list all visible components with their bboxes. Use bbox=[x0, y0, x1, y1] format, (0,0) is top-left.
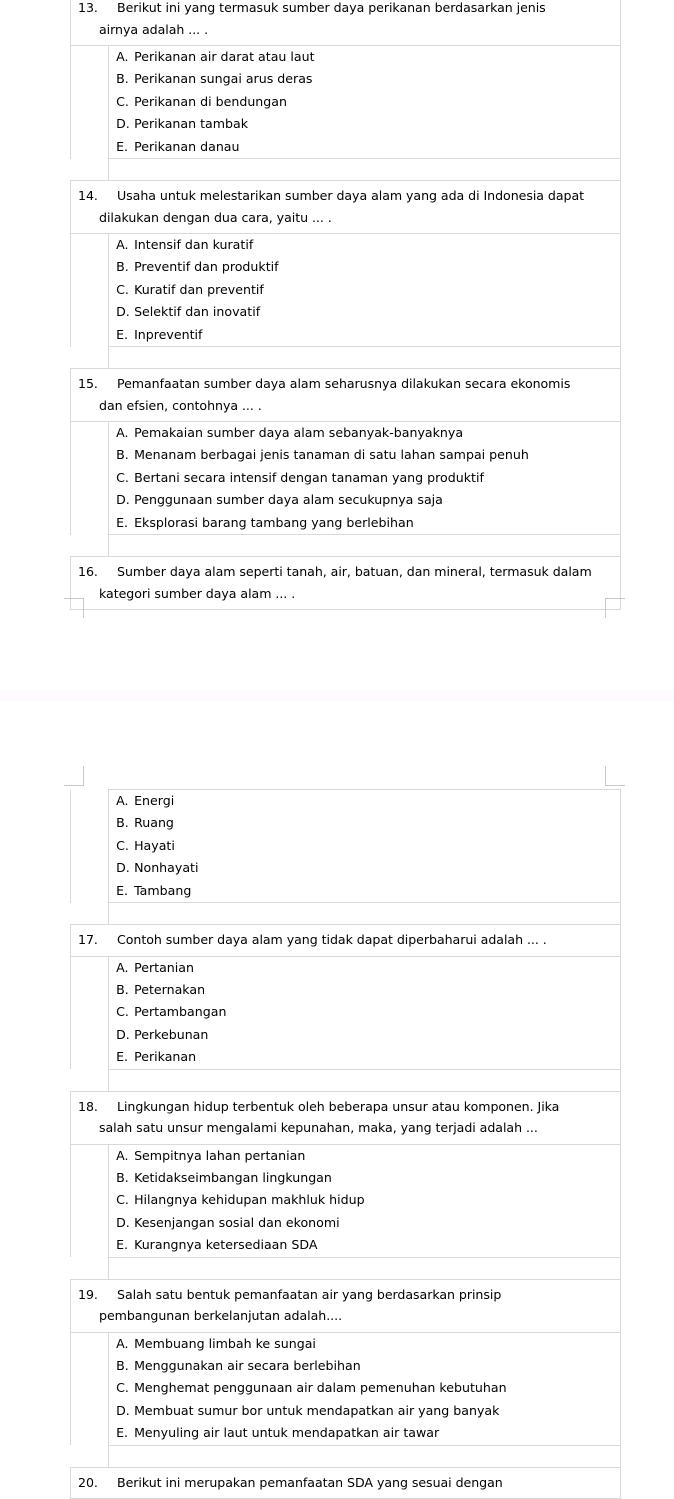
option-indent bbox=[71, 1001, 109, 1023]
option-cell[interactable] bbox=[109, 512, 621, 535]
option-letter: A. bbox=[116, 1335, 129, 1351]
option-letter: E. bbox=[116, 138, 129, 154]
option-text: Bertani secara intensif dengan tanaman yang produktif bbox=[134, 469, 484, 485]
option-text: Penggunaan sumber daya alam secukupnya saja bbox=[134, 492, 443, 508]
question-cell bbox=[71, 1091, 621, 1144]
option-row[interactable] bbox=[71, 1024, 621, 1046]
question-separator-row bbox=[71, 1069, 621, 1091]
option-row[interactable] bbox=[71, 324, 621, 347]
option-text: Inpreventif bbox=[134, 326, 203, 342]
option-text: Membuat sumur bor untuk mendapatkan air yang banyak bbox=[134, 1402, 500, 1418]
question-separator-row bbox=[71, 1257, 621, 1279]
page-two-sheet bbox=[0, 701, 674, 1490]
question-number: 13. bbox=[78, 0, 98, 15]
option-cell[interactable] bbox=[109, 835, 621, 857]
option-indent bbox=[71, 1212, 109, 1234]
option-letter: B. bbox=[116, 447, 129, 463]
option-cell[interactable] bbox=[109, 1377, 621, 1399]
option-row[interactable] bbox=[71, 1422, 621, 1445]
option-letter: D. bbox=[116, 304, 130, 320]
option-letter: E. bbox=[116, 326, 129, 342]
option-indent bbox=[71, 256, 109, 278]
question-cell bbox=[71, 925, 621, 957]
option-cell[interactable] bbox=[109, 1332, 621, 1355]
question-row bbox=[71, 1467, 621, 1499]
option-text: Kuratif dan preventif bbox=[134, 281, 264, 297]
separator-cell bbox=[109, 1257, 621, 1279]
question-cell bbox=[71, 0, 621, 46]
option-indent bbox=[71, 1046, 109, 1069]
question-cell bbox=[71, 1279, 621, 1332]
separator-left bbox=[71, 535, 109, 557]
option-text: Peternakan bbox=[134, 981, 206, 997]
option-cell[interactable] bbox=[109, 444, 621, 466]
option-cell[interactable] bbox=[109, 1046, 621, 1069]
question-line-2: dilakukan dengan dua cara, yaitu ... . bbox=[99, 209, 332, 225]
option-letter: C. bbox=[116, 93, 129, 109]
question-line-2: pembangunan berkelanjutan adalah.... bbox=[99, 1308, 343, 1324]
option-text: Perikanan di bendungan bbox=[134, 93, 287, 109]
option-letter: B. bbox=[116, 981, 129, 997]
option-letter: D. bbox=[116, 1214, 130, 1230]
option-row[interactable] bbox=[71, 113, 621, 135]
question-separator-row bbox=[71, 903, 621, 925]
option-letter: A. bbox=[116, 49, 129, 64]
option-letter: B. bbox=[116, 1169, 129, 1185]
option-letter: D. bbox=[116, 860, 130, 876]
option-text: Ruang bbox=[134, 815, 174, 831]
question-row bbox=[71, 181, 621, 234]
question-separator-row bbox=[71, 159, 621, 181]
option-cell[interactable] bbox=[109, 1001, 621, 1023]
option-cell[interactable] bbox=[109, 489, 621, 511]
option-letter: C. bbox=[116, 837, 129, 853]
option-cell[interactable] bbox=[109, 1422, 621, 1445]
option-indent bbox=[71, 880, 109, 903]
option-letter: D. bbox=[116, 116, 130, 132]
option-text: Hilangnya kehidupan makhluk hidup bbox=[134, 1192, 365, 1208]
option-cell[interactable] bbox=[109, 1355, 621, 1377]
option-indent bbox=[71, 324, 109, 347]
option-cell[interactable] bbox=[109, 956, 621, 979]
option-indent bbox=[71, 1189, 109, 1211]
option-text: Pertambangan bbox=[134, 1004, 227, 1020]
option-letter: A. bbox=[116, 793, 129, 808]
option-indent bbox=[71, 1332, 109, 1355]
option-indent bbox=[71, 489, 109, 511]
option-row[interactable] bbox=[71, 880, 621, 903]
option-letter: E. bbox=[116, 882, 129, 898]
question-number: 20. bbox=[78, 1474, 98, 1490]
option-letter: E. bbox=[116, 1049, 129, 1065]
option-text: Perikanan danau bbox=[134, 138, 240, 154]
question-row bbox=[71, 369, 621, 422]
option-indent bbox=[71, 46, 109, 69]
option-text: Pertanian bbox=[134, 959, 194, 975]
option-row[interactable] bbox=[71, 1189, 621, 1211]
option-cell[interactable] bbox=[109, 1400, 621, 1422]
option-text: Nonhayati bbox=[134, 860, 199, 876]
option-letter: A. bbox=[116, 237, 129, 253]
option-row[interactable] bbox=[71, 1167, 621, 1189]
separator-cell bbox=[109, 535, 621, 557]
option-row[interactable] bbox=[71, 234, 621, 257]
option-cell[interactable] bbox=[109, 467, 621, 489]
option-indent bbox=[71, 422, 109, 445]
question-row bbox=[71, 1279, 621, 1332]
page-separator-band bbox=[0, 690, 674, 701]
option-row[interactable] bbox=[71, 1046, 621, 1069]
option-row[interactable] bbox=[71, 46, 621, 69]
option-text: Perikanan air darat atau laut bbox=[134, 49, 315, 64]
option-row[interactable] bbox=[71, 1144, 621, 1167]
option-indent bbox=[71, 68, 109, 90]
question-row bbox=[71, 0, 621, 46]
option-indent bbox=[71, 1167, 109, 1189]
option-row[interactable] bbox=[71, 1377, 621, 1399]
option-indent bbox=[71, 857, 109, 879]
option-text: Ketidakseimbangan lingkungan bbox=[134, 1169, 332, 1185]
option-cell[interactable] bbox=[109, 857, 621, 879]
option-row[interactable] bbox=[71, 489, 621, 511]
option-cell[interactable] bbox=[109, 790, 621, 813]
separator-left bbox=[71, 159, 109, 181]
option-row[interactable] bbox=[71, 835, 621, 857]
option-indent bbox=[71, 234, 109, 257]
option-text: Energi bbox=[134, 793, 175, 808]
option-cell[interactable] bbox=[109, 46, 621, 69]
option-indent bbox=[71, 1400, 109, 1422]
option-text: Pemakaian sumber daya alam sebanyak-banyaknya bbox=[134, 425, 464, 441]
option-indent bbox=[71, 136, 109, 159]
option-cell[interactable] bbox=[109, 880, 621, 903]
option-cell[interactable] bbox=[109, 1024, 621, 1046]
option-row[interactable] bbox=[71, 279, 621, 301]
separator-cell bbox=[109, 903, 621, 925]
option-letter: C. bbox=[116, 1192, 129, 1208]
option-row[interactable] bbox=[71, 979, 621, 1001]
separator-left bbox=[71, 347, 109, 369]
question-line-1: Usaha untuk melestarikan sumber daya alam yang ada di Indonesia dapat bbox=[117, 188, 585, 204]
question-line-2: salah satu unsur mengalami kepunahan, maka, yang terjadi adalah ... bbox=[99, 1120, 538, 1136]
option-letter: C. bbox=[116, 281, 129, 297]
option-text: Intensif dan kuratif bbox=[134, 237, 254, 253]
question-separator-row bbox=[71, 535, 621, 557]
option-cell[interactable] bbox=[109, 113, 621, 135]
option-text: Preventif dan produktif bbox=[134, 259, 279, 275]
question-cell bbox=[71, 557, 621, 610]
option-cell[interactable] bbox=[109, 1144, 621, 1167]
option-row[interactable] bbox=[71, 136, 621, 159]
option-text: Perkebunan bbox=[134, 1026, 209, 1042]
option-row[interactable] bbox=[71, 467, 621, 489]
question-line-1: Salah satu bentuk pemanfaatan air yang berdasarkan prinsip bbox=[117, 1286, 502, 1302]
option-letter: C. bbox=[116, 1004, 129, 1020]
option-row[interactable] bbox=[71, 812, 621, 834]
option-row[interactable] bbox=[71, 512, 621, 535]
option-cell[interactable] bbox=[109, 1167, 621, 1189]
option-row[interactable] bbox=[71, 1234, 621, 1257]
option-text: Eksplorasi barang tambang yang berlebihan bbox=[134, 514, 414, 530]
option-indent bbox=[71, 113, 109, 135]
option-text: Hayati bbox=[134, 837, 175, 853]
option-text: Sempitnya lahan pertanian bbox=[134, 1147, 306, 1163]
question-row bbox=[71, 557, 621, 610]
question-line-1: Berikut ini yang termasuk sumber daya perikanan berdasarkan jenis bbox=[117, 0, 546, 15]
option-indent bbox=[71, 444, 109, 466]
option-letter: D. bbox=[116, 492, 130, 508]
option-text: Kesenjangan sosial dan ekonomi bbox=[134, 1214, 340, 1230]
option-row[interactable] bbox=[71, 256, 621, 278]
option-row[interactable] bbox=[71, 301, 621, 323]
option-indent bbox=[71, 812, 109, 834]
option-row[interactable] bbox=[71, 1400, 621, 1422]
question-line-1: Berikut ini merupakan pemanfaatan SDA yang sesuai dengan bbox=[117, 1474, 503, 1490]
option-text: Selektif dan inovatif bbox=[134, 304, 261, 320]
question-separator-row bbox=[71, 1445, 621, 1467]
option-letter: D. bbox=[116, 1026, 130, 1042]
option-letter: B. bbox=[116, 71, 129, 87]
question-number: 19. bbox=[78, 1286, 98, 1302]
option-row[interactable] bbox=[71, 1212, 621, 1234]
option-text: Tambang bbox=[134, 882, 192, 898]
option-indent bbox=[71, 91, 109, 113]
question-cell bbox=[71, 181, 621, 234]
separator-left bbox=[71, 1069, 109, 1091]
question-line-2: airnya adalah ... . bbox=[99, 21, 209, 37]
option-indent bbox=[71, 1355, 109, 1377]
option-letter: C. bbox=[116, 469, 129, 485]
option-letter: E. bbox=[116, 514, 129, 530]
option-cell[interactable] bbox=[109, 1189, 621, 1211]
option-text: Kurangnya ketersediaan SDA bbox=[134, 1237, 318, 1253]
option-indent bbox=[71, 301, 109, 323]
option-letter: B. bbox=[116, 1358, 129, 1373]
question-table-page-two bbox=[70, 789, 621, 1499]
option-text: Menyuling air laut untuk mendapatkan air tawar bbox=[134, 1425, 440, 1441]
option-indent bbox=[71, 835, 109, 857]
option-text: Perikanan sungai arus deras bbox=[134, 71, 313, 87]
page-one-sheet bbox=[0, 0, 674, 690]
separator-cell bbox=[109, 1069, 621, 1091]
option-cell[interactable] bbox=[109, 422, 621, 445]
option-cell[interactable] bbox=[109, 1234, 621, 1257]
option-indent bbox=[71, 956, 109, 979]
option-indent bbox=[71, 790, 109, 813]
option-indent bbox=[71, 1234, 109, 1257]
option-cell[interactable] bbox=[109, 1212, 621, 1234]
question-line-1: Lingkungan hidup terbentuk oleh beberapa unsur atau komponen. Jika bbox=[117, 1098, 560, 1114]
question-row bbox=[71, 1091, 621, 1144]
option-letter: E. bbox=[116, 1425, 129, 1441]
option-indent bbox=[71, 467, 109, 489]
question-row bbox=[71, 925, 621, 957]
option-cell[interactable] bbox=[109, 324, 621, 347]
option-row[interactable] bbox=[71, 1001, 621, 1023]
option-row[interactable] bbox=[71, 68, 621, 90]
option-row[interactable] bbox=[71, 1332, 621, 1355]
option-indent bbox=[71, 512, 109, 535]
option-letter: E. bbox=[116, 1237, 129, 1253]
option-indent bbox=[71, 1377, 109, 1399]
option-cell[interactable] bbox=[109, 301, 621, 323]
option-row[interactable] bbox=[71, 1355, 621, 1377]
option-text: Menghemat penggunaan air dalam pemenuhan kebutuhan bbox=[134, 1380, 507, 1396]
option-row[interactable] bbox=[71, 857, 621, 879]
option-row[interactable] bbox=[71, 91, 621, 113]
option-letter: C. bbox=[116, 1380, 129, 1396]
option-indent bbox=[71, 1024, 109, 1046]
separator-cell bbox=[109, 159, 621, 181]
option-row[interactable] bbox=[71, 444, 621, 466]
option-cell[interactable] bbox=[109, 812, 621, 834]
question-number: 18. bbox=[78, 1098, 98, 1114]
separator-cell bbox=[109, 1445, 621, 1467]
option-cell[interactable] bbox=[109, 68, 621, 90]
option-text: Menanam berbagai jenis tanaman di satu lahan sampai penuh bbox=[134, 447, 529, 463]
option-letter: A. bbox=[116, 425, 129, 441]
option-row[interactable] bbox=[71, 790, 621, 813]
question-line-1: Pemanfaatan sumber daya alam seharusnya dilakukan secara ekonomis bbox=[117, 376, 571, 392]
option-letter: D. bbox=[116, 1402, 130, 1418]
option-cell[interactable] bbox=[109, 979, 621, 1001]
separator-left bbox=[71, 903, 109, 925]
question-line-1: Contoh sumber daya alam yang tidak dapat diperbaharui adalah ... . bbox=[117, 932, 547, 948]
option-letter: B. bbox=[116, 259, 129, 275]
crop-mark-top-right bbox=[605, 766, 625, 786]
separator-cell bbox=[109, 347, 621, 369]
question-separator-row bbox=[71, 347, 621, 369]
option-text: Perikanan tambak bbox=[134, 116, 249, 132]
option-indent bbox=[71, 279, 109, 301]
question-line-1: Sumber daya alam seperti tanah, air, batuan, dan mineral, termasuk dalam bbox=[117, 564, 592, 580]
option-letter: B. bbox=[116, 815, 129, 831]
question-line-2: kategori sumber daya alam ... . bbox=[99, 585, 296, 601]
option-indent bbox=[71, 1144, 109, 1167]
option-indent bbox=[71, 979, 109, 1001]
option-indent bbox=[71, 1422, 109, 1445]
option-text: Perikanan bbox=[134, 1049, 197, 1065]
option-row[interactable] bbox=[71, 956, 621, 979]
separator-left bbox=[71, 1445, 109, 1467]
option-letter: A. bbox=[116, 959, 129, 975]
question-table-page-one bbox=[70, 0, 621, 610]
option-text: Menggunakan air secara berlebihan bbox=[134, 1358, 361, 1373]
question-number: 16. bbox=[78, 564, 98, 580]
option-cell[interactable] bbox=[109, 279, 621, 301]
question-number: 15. bbox=[78, 376, 98, 392]
option-cell[interactable] bbox=[109, 256, 621, 278]
question-cell bbox=[71, 369, 621, 422]
option-cell[interactable] bbox=[109, 91, 621, 113]
question-number: 17. bbox=[78, 932, 98, 948]
option-cell[interactable] bbox=[109, 136, 621, 159]
option-row[interactable] bbox=[71, 422, 621, 445]
option-text: Membuang limbah ke sungai bbox=[134, 1335, 316, 1351]
option-letter: A. bbox=[116, 1147, 129, 1163]
crop-mark-top-left bbox=[64, 766, 84, 786]
question-line-2: dan efsien, contohnya ... . bbox=[99, 397, 262, 413]
question-number: 14. bbox=[78, 188, 98, 204]
question-cell bbox=[71, 1467, 621, 1499]
option-cell[interactable] bbox=[109, 234, 621, 257]
separator-left bbox=[71, 1257, 109, 1279]
